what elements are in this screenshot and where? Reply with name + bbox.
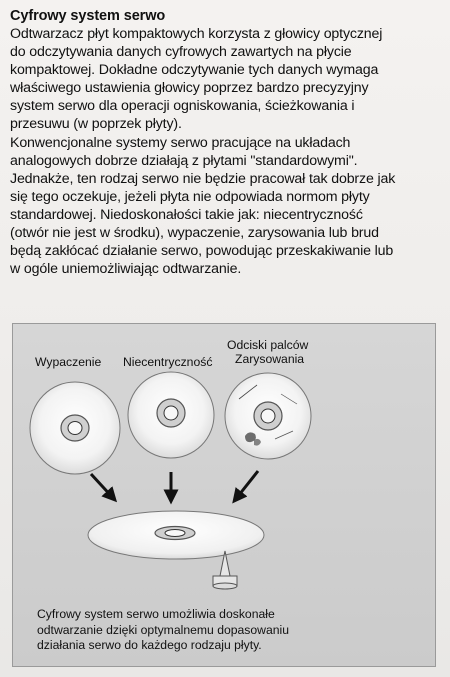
caption-line: Cyfrowy system serwo umożliwia doskonałe <box>37 607 275 621</box>
paragraph-1-line: przesuwu (w poprzek płyty). <box>10 116 182 133</box>
paragraph-2-line: w ogóle uniemożliwiając odtwarzanie. <box>10 261 242 278</box>
body-text <box>10 25 446 278</box>
playing-disc-icon <box>88 511 264 559</box>
arrow-icon <box>91 474 114 499</box>
paragraph-1-line: Odtwarzacz płyt kompaktowych korzysta z głowicy optycznej <box>10 26 383 42</box>
caption-line: odtwarzanie dzięki optymalnemu dopasowaniu <box>37 622 290 637</box>
paragraph-1-line: kompaktowej. Dokładne odczytywanie tych danych wymaga <box>10 62 379 79</box>
label-warp: Wypaczenie <box>35 355 102 369</box>
label-scratches: Zarysowania <box>235 352 305 366</box>
paragraph-2-line: będą zakłócać działanie serwo, powodując przeskakiwanie lub <box>10 243 394 260</box>
caption-line: działania serwo do każdego rodzaju płyty. <box>37 638 262 652</box>
servo-illustration <box>12 323 436 667</box>
paragraph-2-line: Konwencjonalne systemy serwo pracujące na układach <box>10 134 351 151</box>
paragraph-2-line: Jednakże, ten rodzaj serwo nie będzie pracował tak dobrze jak <box>10 170 396 187</box>
arrow-icon <box>235 471 258 500</box>
paragraph-2-line: się tego oczekuje, jeżeli płyta nie odpowiada normom płyty <box>10 188 370 205</box>
label-fingerprints: Odciski palców <box>227 338 309 352</box>
paragraph-1-line: właściwego ustawienia głowicy poprzez bardzo precyzyjny <box>10 80 369 97</box>
eccentric-disc-icon <box>128 372 214 458</box>
warped-disc-icon <box>30 382 120 474</box>
paragraph-1-line: system serwo dla operacji ogniskowania, ścieżkowania i <box>10 98 355 115</box>
section-heading: Cyfrowy system serwo <box>10 8 166 24</box>
label-eccentric: Niecentryczność <box>123 355 213 369</box>
paragraph-2-line: (otwór nie jest w środku), wypaczenie, zarysowania lub brud <box>10 225 379 242</box>
paragraph-2-line: analogowych dobrze działają z płytami "standardowymi". <box>10 152 358 169</box>
figure-caption <box>37 607 427 654</box>
scratched-disc-icon <box>225 373 311 459</box>
paragraph-1-line: do odczytywania danych cyfrowych zawartych na płycie <box>10 44 352 61</box>
paragraph-2-line: standardowej. Niedoskonałości takie jak: niecentryczność <box>10 206 363 223</box>
